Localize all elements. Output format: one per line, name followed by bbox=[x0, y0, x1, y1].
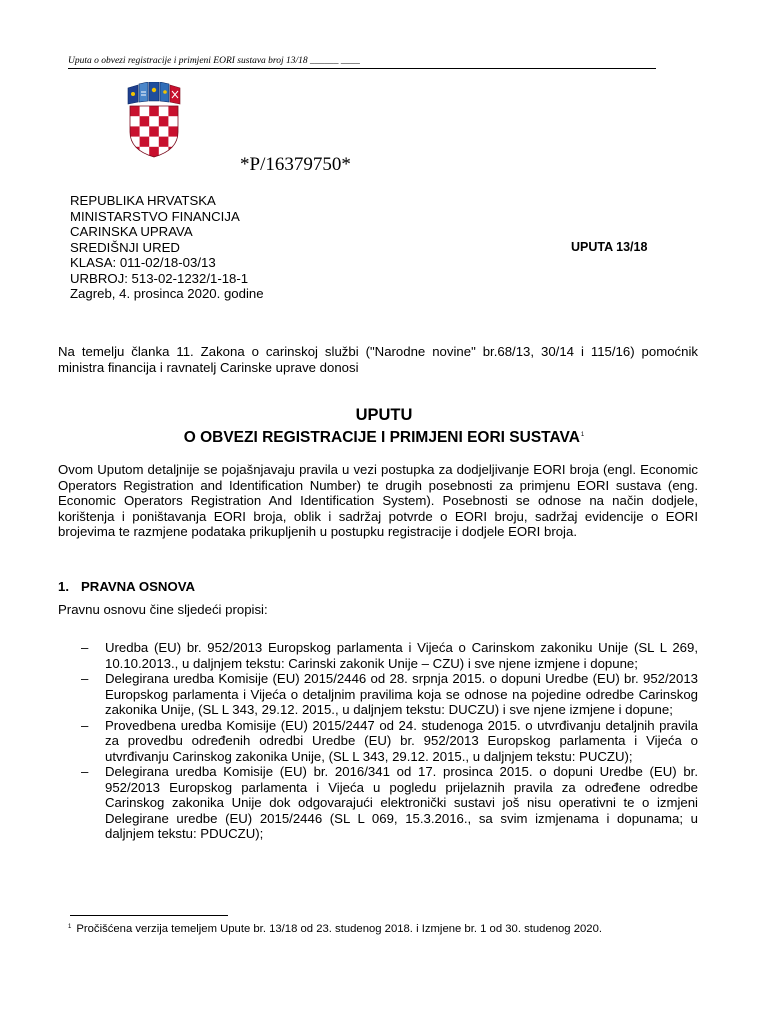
list-item bbox=[81, 640, 698, 671]
legal-basis-list bbox=[81, 640, 698, 842]
section-number: 1. bbox=[58, 579, 69, 594]
section-heading bbox=[58, 579, 195, 595]
running-header: Uputa o obvezi registracije i primjeni EORI sustava broj 13/18 ______ ____ bbox=[68, 56, 656, 69]
list-item-text: Delegirana uredba Komisije (EU) br. 2016/341 od 17. prosinca 2015. o dopuni Uredbe (EU) br. 952/2013 Europskog parlamenta i Vijeća u pogledu prijelaznih pravila za određene odredbe Carinskog zakonika Unije dok odgovarajući elektronički sustavi još nisu operativni te o izmjeni Delegirane uredbe (EU) 2015/2446 (SL L 069, 15.3.2016., sa svim izmjenama i dopunama; u daljnjem tekstu: PDUCZU); bbox=[105, 764, 698, 841]
dash-bullet: – bbox=[81, 764, 89, 779]
list-item bbox=[81, 671, 698, 718]
issuer-block bbox=[70, 193, 264, 302]
footnote-mark: 1 bbox=[68, 924, 72, 930]
list-item-text: Delegirana uredba Komisije (EU) 2015/2446 od 28. srpnja 2015. o dopuni Uredbe (EU) br. 952/2013 Europskog parlamenta i Vijeća o detaljnim pravilima koja se odnose na pojedine odredbe Carinskog zakonika Unije, (SL L 343, 29.12. 2015., u daljnjem tekstu: DUCZU) i sve njene izmjene i dopune; bbox=[105, 671, 698, 717]
section-title: PRAVNA OSNOVA bbox=[81, 579, 196, 594]
list-item-text: Provedbena uredba Komisije (EU) 2015/2447 od 24. studenoga 2015. o utvrđivanju detaljnih pravila za provedbu određenih odredbi Uredbe (EU) br. 952/2013 Europskog parlamenta i Vijeća o utvrđivanju Carinskog zakonika Unije, (SL L 343, 29.12. 2015., u daljnjem tekstu: PUCZU); bbox=[105, 717, 698, 764]
list-item-text: Uredba (EU) br. 952/2013 Europskog parlamenta i Vijeća o Carinskom zakoniku Unije (SL L 269, 10.10.2013., u daljnjem tekstu: Carinski zakonik Unije – CZU) i sve njene izmjene i dopune; bbox=[105, 640, 698, 671]
list-item bbox=[81, 764, 698, 842]
issuer-administration: CARINSKA UPRAVA bbox=[70, 224, 193, 239]
issuer-date: Zagreb, 4. prosinca 2020. godine bbox=[70, 286, 264, 301]
issuer-country: REPUBLIKA HRVATSKA bbox=[70, 193, 216, 208]
title-main: UPUTU bbox=[355, 406, 413, 424]
document-number: UPUTA 13/18 bbox=[571, 240, 648, 254]
issuer-klasa: KLASA: 011-02/18-03/13 bbox=[70, 255, 216, 270]
footnote-separator bbox=[70, 915, 228, 916]
document-title bbox=[0, 405, 768, 448]
list-item bbox=[81, 718, 698, 765]
intro-paragraph: Ovom Uputom detaljnije se pojašnjavaju pravila u vezi postupka za dodjeljivanje EORI broja (engl. Economic Operators Registration and Identification Number) te drugih posebnosti za primjenu EORI sustava (eng. Economic Operators Registration And Identification System). Posebnosti se odnose na način dodjele, korištenja i poništavanja EORI broja, oblik i sadržaj potvrde o EORI broju, sadržaj evidencije o EORI brojevima te razmjene podataka prikupljenih u postupku registracije i dodjele EORI broja. bbox=[58, 462, 698, 539]
dash-bullet: – bbox=[81, 640, 89, 655]
barcode-number: *P/16379750* bbox=[240, 154, 351, 175]
section-lead: Pravnu osnovu čine sljedeći propisi: bbox=[58, 602, 268, 617]
dash-bullet: – bbox=[81, 671, 89, 686]
coat-of-arms-icon bbox=[124, 82, 184, 158]
issuer-urbroj: URBROJ: 513-02-1232/1-18-1 bbox=[70, 270, 249, 286]
preamble-paragraph: Na temelju članka 11. Zakona o carinskoj službi ("Narodne novine" br.68/13, 30/14 i 115/16) pomoćnik ministra financija i ravnatelj Carinske uprave donosi bbox=[58, 344, 698, 375]
footnote-reference: 1 bbox=[580, 432, 585, 438]
dash-bullet: – bbox=[81, 717, 89, 733]
issuer-office: SREDIŠNJI URED bbox=[70, 239, 180, 255]
title-subtitle-text: O OBVEZI REGISTRACIJE I PRIMJENI EORI SUSTAVA bbox=[183, 429, 580, 446]
footnote-text: Pročišćena verzija temeljem Upute br. 13/18 od 23. studenog 2018. i Izmjene br. 1 od 30. studenog 2020. bbox=[76, 923, 602, 935]
title-subtitle bbox=[0, 425, 768, 448]
footnote bbox=[68, 921, 602, 936]
issuer-ministry: MINISTARSTVO FINANCIJA bbox=[70, 208, 240, 224]
